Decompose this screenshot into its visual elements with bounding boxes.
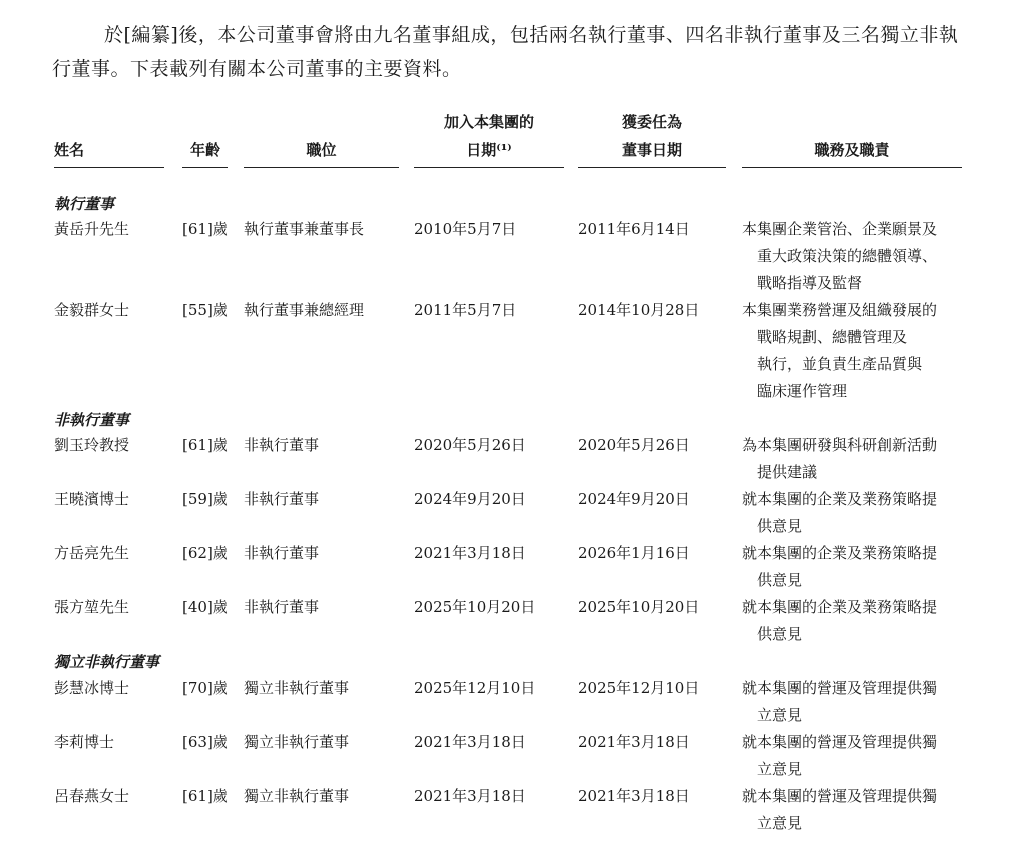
director-position: 獨立非執行董事 — [244, 733, 350, 751]
duty-line: 供意見 — [757, 571, 803, 589]
duty-line: 本集團企業管治、企業願景及 — [742, 220, 938, 238]
director-position: 非執行董事 — [244, 544, 320, 562]
director-appoint-date: 2025年10月20日 — [578, 598, 700, 616]
duty-line: 立意見 — [757, 814, 803, 832]
director-age: [59]歲 — [182, 490, 228, 508]
director-duties — [742, 297, 967, 405]
director-duties — [742, 729, 967, 783]
header-appoint-date — [578, 108, 726, 164]
director-join-date: 2021年3月18日 — [414, 544, 526, 562]
header-join-date — [414, 108, 564, 164]
duty-line: 就本集團的企業及業務策略提 — [742, 490, 938, 508]
duty-line: 執行，並負責生產品質與 — [757, 355, 923, 373]
director-name: 方岳亮先生 — [54, 544, 130, 562]
director-age: [55]歲 — [182, 301, 228, 319]
director-appoint-date: 2024年9月20日 — [578, 490, 690, 508]
director-join-date: 2021年3月18日 — [414, 787, 526, 805]
director-position: 獨立非執行董事 — [244, 679, 350, 697]
director-name: 彭慧冰博士 — [54, 679, 130, 697]
duty-line: 立意見 — [757, 706, 803, 724]
director-duties — [742, 432, 967, 486]
director-duties — [742, 783, 967, 837]
header-join-date-line2: 日期⁽¹⁾ — [466, 141, 512, 159]
director-duties — [742, 216, 967, 297]
director-duties — [742, 675, 967, 729]
header-join-date-line1: 加入本集團的 — [443, 113, 534, 131]
header-position-label: 職位 — [306, 141, 337, 159]
duty-line: 臨床運作管理 — [757, 382, 848, 400]
duty-line: 戰略指導及監督 — [757, 274, 863, 292]
director-name: 劉玉玲教授 — [54, 436, 130, 454]
section-title-non-executive: 非執行董事 — [54, 411, 130, 429]
director-appoint-date: 2020年5月26日 — [578, 436, 690, 454]
director-duties — [742, 594, 967, 648]
header-age — [182, 136, 228, 164]
director-join-date: 2010年5月7日 — [414, 220, 517, 238]
duty-line: 就本集團的營運及管理提供獨 — [742, 679, 938, 697]
director-age: [61]歲 — [182, 787, 228, 805]
director-age: [61]歲 — [182, 220, 228, 238]
header-age-label: 年齡 — [189, 141, 220, 159]
duty-line: 就本集團的營運及管理提供獨 — [742, 787, 938, 805]
director-appoint-date: 2021年3月18日 — [578, 787, 690, 805]
director-join-date: 2011年5月7日 — [414, 301, 517, 319]
director-appoint-date: 2021年3月18日 — [578, 733, 690, 751]
duty-line: 就本集團的企業及業務策略提 — [742, 598, 938, 616]
duty-line: 為本集團研發與科研創新活動 — [742, 436, 938, 454]
header-name-label: 姓名 — [54, 141, 85, 159]
director-appoint-date: 2026年1月16日 — [578, 544, 690, 562]
director-appoint-date: 2011年6月14日 — [578, 220, 690, 238]
director-position: 執行董事兼總經理 — [244, 301, 365, 319]
duty-line: 本集團業務營運及組織發展的 — [742, 301, 938, 319]
director-appoint-date: 2014年10月28日 — [578, 301, 700, 319]
duty-line: 供意見 — [757, 625, 803, 643]
duty-line: 重大政策決策的總體領導、 — [757, 247, 938, 265]
header-appoint-date-line2: 董事日期 — [621, 141, 682, 159]
director-age: [62]歲 — [182, 544, 228, 562]
header-name — [54, 136, 164, 164]
director-name: 王曉濱博士 — [54, 490, 130, 508]
director-position: 非執行董事 — [244, 490, 320, 508]
director-age: [40]歲 — [182, 598, 228, 616]
director-name: 金毅群女士 — [54, 301, 130, 319]
director-duties — [742, 540, 967, 594]
duty-line: 就本集團的營運及管理提供獨 — [742, 733, 938, 751]
duty-line: 供意見 — [757, 517, 803, 535]
director-duties — [742, 486, 967, 540]
director-name: 呂春燕女士 — [54, 787, 130, 805]
director-join-date: 2025年10月20日 — [414, 598, 536, 616]
header-duties-label: 職務及職責 — [814, 141, 890, 159]
director-position: 非執行董事 — [244, 598, 320, 616]
director-position: 執行董事兼董事長 — [244, 220, 365, 238]
intro-paragraph: 於[編纂]後，本公司董事會將由九名董事組成，包括兩名執行董事、四名非執行董事及三名獨立非執行董事。下表載列有關本公司董事的主要資料。 — [52, 24, 959, 80]
header-appoint-date-line1: 獲委任為 — [621, 113, 682, 131]
section-title-executive: 執行董事 — [54, 195, 115, 213]
director-age: [70]歲 — [182, 679, 228, 697]
duty-line: 戰略規劃、總體管理及 — [757, 328, 908, 346]
director-join-date: 2025年12月10日 — [414, 679, 536, 697]
director-name: 李莉博士 — [54, 733, 115, 751]
director-join-date: 2020年5月26日 — [414, 436, 526, 454]
director-join-date: 2024年9月20日 — [414, 490, 526, 508]
director-name: 張方堃先生 — [54, 598, 130, 616]
director-join-date: 2021年3月18日 — [414, 733, 526, 751]
director-position: 非執行董事 — [244, 436, 320, 454]
header-position — [244, 136, 399, 164]
director-position: 獨立非執行董事 — [244, 787, 350, 805]
director-age: [63]歲 — [182, 733, 228, 751]
director-name: 黃岳升先生 — [54, 220, 130, 238]
duty-line: 就本集團的企業及業務策略提 — [742, 544, 938, 562]
duty-line: 提供建議 — [757, 463, 818, 481]
header-duties — [742, 136, 962, 164]
director-appoint-date: 2025年12月10日 — [578, 679, 700, 697]
section-title-independent: 獨立非執行董事 — [54, 653, 160, 671]
duty-line: 立意見 — [757, 760, 803, 778]
director-age: [61]歲 — [182, 436, 228, 454]
